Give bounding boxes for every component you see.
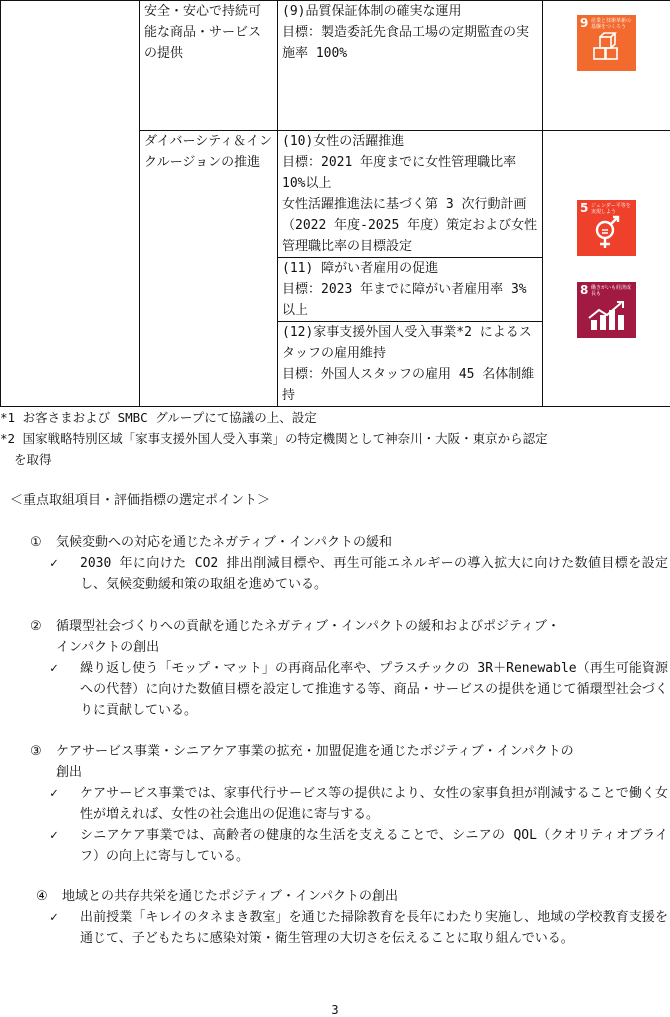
check-icon: ✓ <box>50 556 58 571</box>
content-cell <box>278 1 543 131</box>
content-text: (9)品質保証体制の確実な運用 目標：製造委託先食品工場の定期監査の実施率 100% <box>282 4 530 61</box>
content-cell <box>278 322 543 407</box>
table-blank-cell <box>1 1 140 407</box>
section-heading: ＜重点取組項目・評価指標の選定ポイント＞ <box>10 493 271 508</box>
selection-point-4 <box>0 886 670 949</box>
point-title-text: ケアサービス事業・シニアケア事業の拡充・加盟促進を通じたポジティブ・インパクトの <box>56 744 574 759</box>
point-number: ② <box>30 619 42 634</box>
table-row <box>1 1 670 131</box>
sdg-icon-cell <box>543 131 670 407</box>
sdg-caption: 産業と技術革新の基盤をつくろう <box>591 17 632 30</box>
list-item <box>0 825 670 867</box>
point-title <box>0 616 670 637</box>
selection-point-1 <box>0 532 670 595</box>
point-title-text: 気候変動への対応を通じたネガティブ・インパクトの緩和 <box>56 535 393 550</box>
selection-point-3 <box>0 741 670 867</box>
selection-point-2 <box>0 616 670 721</box>
list-item-text: シニアケア事業では、高齢者の健康的な生活を支えることで、シニアの QOL（クオリティオブライフ）の向上に寄与している。 <box>80 828 668 864</box>
point-title <box>0 886 670 907</box>
list-item <box>0 783 670 825</box>
sdg-number: 8 <box>580 282 589 297</box>
sdg-5-icon <box>577 200 636 256</box>
footnote-1: *1 お客さまおよび SMBC グループにて協議の上、設定 <box>0 410 317 425</box>
point-number: ④ <box>36 889 48 904</box>
list-item <box>0 907 670 949</box>
point-number: ③ <box>30 744 42 759</box>
theme-cell <box>140 131 278 407</box>
check-icon: ✓ <box>50 828 58 843</box>
list-item <box>0 553 670 595</box>
sdg-number: 9 <box>580 15 589 30</box>
footnotes <box>0 407 670 470</box>
sdg-9-icon <box>577 15 636 71</box>
list-item-text: ケアサービス事業では、家事代行サービス等の提供により、女性の家事負担が削減することで働く女性が増えれば、女性の社会進出の促進に寄与する。 <box>80 786 668 822</box>
content-text: (11) 障がい者雇用の促進 目標：2023 年までに障がい者雇用率 3%以上 <box>282 261 527 318</box>
check-icon: ✓ <box>50 786 58 801</box>
point-number: ① <box>30 535 42 550</box>
theme-cell <box>140 1 278 131</box>
sdg-icon-cell <box>543 1 670 131</box>
footnote-2: *2 国家戦略特別区域「家事支援外国人受入事業」の特定機関として神奈川・大阪・東京から認定 <box>0 431 548 446</box>
content-text: (10)女性の活躍推進 目標：2021 年度までに女性管理職比率 10%以上 女性活躍推進法に基づく第 3 次行動計画（2022 年度-2025 年度）策定および女性管理職比率の目標設定 <box>282 134 538 254</box>
point-title-text: 地域との共存共栄を通じたポジティブ・インパクトの創出 <box>62 889 399 904</box>
sdg-caption: 働きがいも経済成長も <box>591 284 632 297</box>
kpi-table <box>0 0 670 407</box>
list-item-text: 出前授業「キレイのタネまき教室」を通じた掃除教育を長年にわたり実施し、地域の学校教育支援を通じて、子どもたちに感染対策・衛生管理の大切さを伝えることに取り組んでいる。 <box>80 910 668 946</box>
point-title <box>0 532 670 553</box>
content-text: (12)家事支援外国人受入事業*2 によるスタッフの雇用維持 目標：外国人スタッフの雇用 45 名体制維持 <box>282 325 535 403</box>
sdg-8-icon <box>577 282 636 338</box>
check-icon: ✓ <box>50 661 58 676</box>
point-title <box>0 741 670 762</box>
theme-text: 安全・安心で持続可能な商品・サービスの提供 <box>144 4 262 61</box>
point-title-cont: 創出 <box>56 765 83 780</box>
list-item-text: 2030 年に向けた CO2 排出削減目標や、再生可能エネルギーの導入拡大に向けた数値目標を設定し、気候変動緩和策の取組を進めている。 <box>80 556 668 592</box>
page-number: 3 <box>331 1003 339 1017</box>
sdg-caption: ジェンダー平等を実現しよう <box>591 202 631 215</box>
list-item-text: 繰り返し使う「モップ・マット」の再商品化率や、プラスチックの 3R＋Renewable（再生可能資源への代替）に向けた数値目標を設定して推進する等、商品・サービスの提供を通じて循環型社会づくりに貢献している。 <box>80 661 668 718</box>
point-title-cont: インパクトの創出 <box>56 640 160 655</box>
check-icon: ✓ <box>50 910 58 925</box>
sdg-number: 5 <box>580 200 589 215</box>
theme-text: ダイバーシティ＆インクルージョンの推進 <box>144 134 273 170</box>
point-title-text: 循環型社会づくりへの貢献を通じたネガティブ・インパクトの緩和およびポジティブ・ <box>56 619 561 634</box>
footnote-2-cont: を取得 <box>14 452 52 467</box>
content-cell <box>278 258 543 322</box>
content-cell <box>278 131 543 258</box>
list-item <box>0 658 670 721</box>
sdg-icon-stack <box>543 200 670 338</box>
